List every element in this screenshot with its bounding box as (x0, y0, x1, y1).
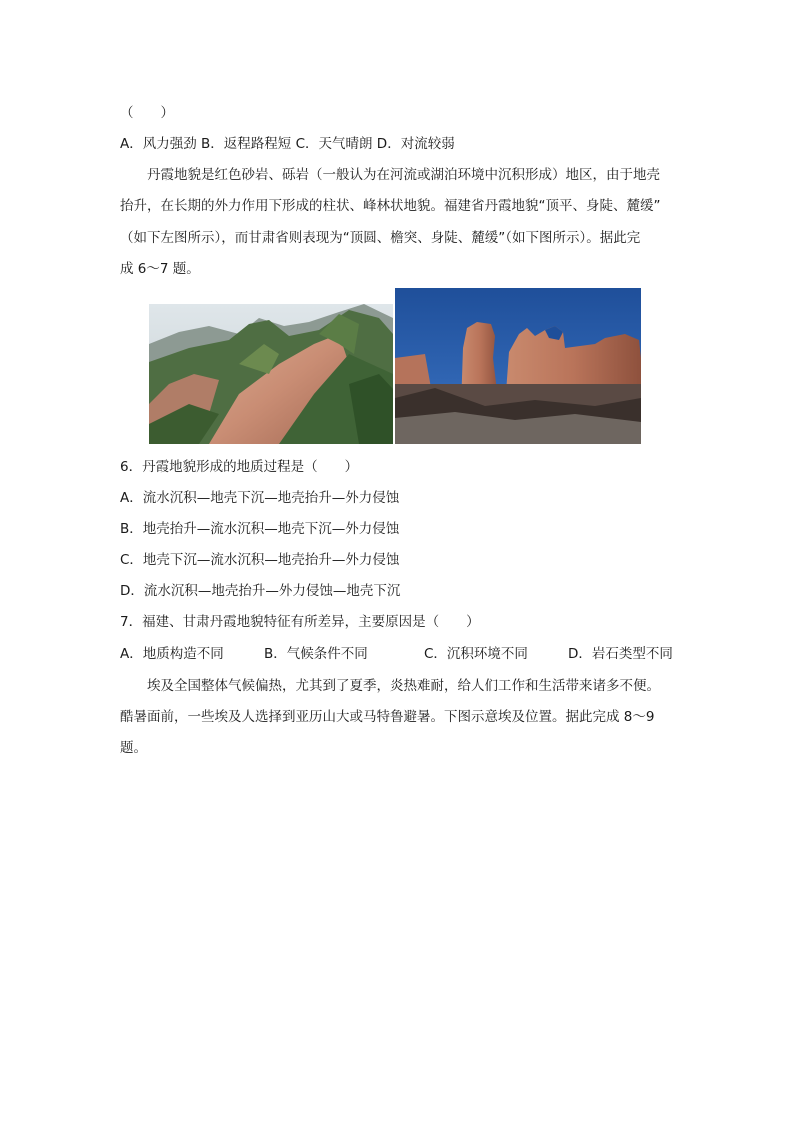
q6-stem: 6．丹霞地貌形成的地质过程是（ ） (120, 459, 359, 475)
q7-stem: 7．福建、甘肃丹霞地貌特征有所差异，主要原因是（ ） (120, 614, 480, 630)
q6-option-c: C．地壳下沉—流水沉积—地壳抬升—外力侵蚀 (120, 552, 400, 568)
passage1-line-2: 抬升，在长期的外力作用下形成的柱状、峰林状地貌。福建省丹霞地貌“顶平、身陡、麓缓” (120, 198, 661, 214)
gansu-danxia-photo (395, 288, 641, 444)
q7-option-a: A．地质构造不同 (120, 646, 224, 662)
q7-option-c: C．沉积环境不同 (424, 646, 528, 662)
passage2-line-1: 埃及全国整体气候偏热，尤其到了夏季，炎热难耐，给人们工作和生活带来诸多不便。 (147, 678, 660, 694)
passage1-line-3: （如下左图所示），而甘肃省则表现为“顶圆、檐突、身陡、麓缓”（如下图所示）。据此完 (120, 230, 641, 246)
q7-option-b: B．气候条件不同 (264, 646, 368, 662)
q5-paren: （ ） (120, 105, 174, 121)
q6-option-d: D．流水沉积—地壳抬升—外力侵蚀—地壳下沉 (120, 583, 401, 599)
passage2-line-2: 酷暑面前，一些埃及人选择到亚历山大或马特鲁避暑。下图示意埃及位置。据此完成 8～9 (120, 709, 655, 725)
fujian-danxia-photo (149, 304, 393, 444)
passage2-line-3: 题。 (120, 740, 147, 756)
q6-option-a: A．流水沉积—地壳下沉—地壳抬升—外力侵蚀 (120, 490, 400, 506)
q7-option-d: D．岩石类型不同 (568, 646, 673, 662)
passage1-line-4: 成 6～7 题。 (120, 261, 200, 277)
q5-options: A．风力强劲 B．返程路程短 C．天气晴朗 D．对流较弱 (120, 136, 455, 152)
q6-option-b: B．地壳抬升—流水沉积—地壳下沉—外力侵蚀 (120, 521, 400, 537)
passage1-line-1: 丹霞地貌是红色砂岩、砾岩（一般认为在河流或湖泊环境中沉积形成）地区，由于地壳 (147, 167, 660, 183)
